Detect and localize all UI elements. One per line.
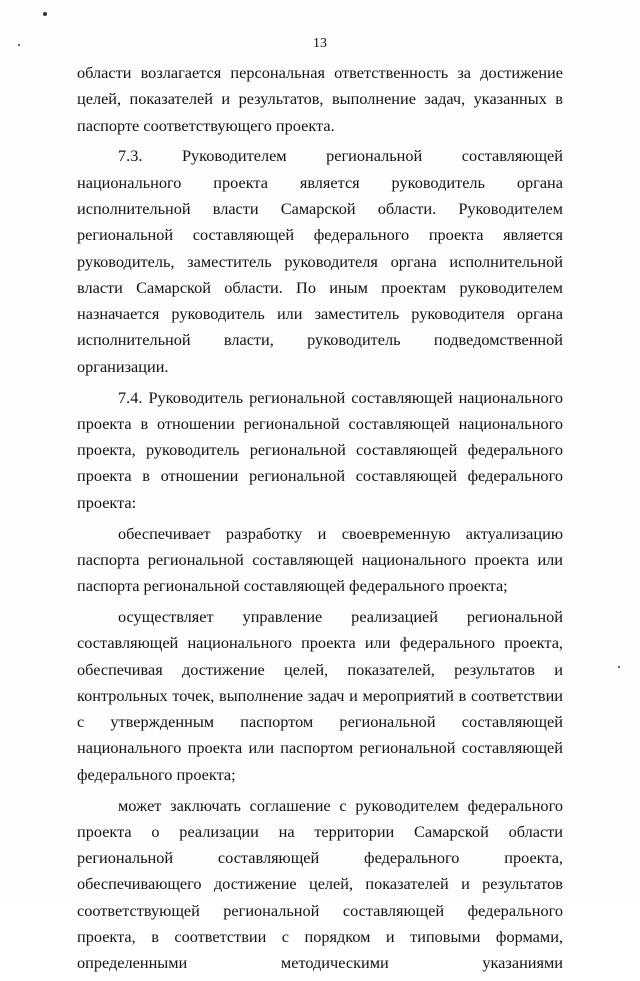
list-item-agreement: может заключать соглашение с руководителем федерального проекта о реализации на территории Самарской области региональной составляющей федерального проекта, обеспечивающего достижение целей, показателей и результатов соответствующей региональной составляющей федерального проекта, в соответствии с порядком и типовыми формами, определенными методическими указаниями	[77, 795, 563, 973]
paragraph-continuation: области возлагается персональная ответственность за достижение целей, показателей и результатов, выполнение задач, указанных в паспорте соответствующего проекта.	[77, 63, 563, 135]
list-item-management: осуществляет управление реализацией региональной составляющей национального проекта или федерального проекта, обеспечивая достижение целей, показателей, результатов и контрольных точек, выполнение задач и мероприятий в соответствии с утвержденным паспортом региональной составляющей национального проекта или паспортом региональной составляющей федерального проекта;	[77, 606, 563, 784]
list-item-passport: обеспечивает разработку и своевременную актуализацию паспорта региональной составляющей национального проекта или паспорта региональной составляющей федерального проекта;	[77, 523, 563, 596]
scan-speck	[43, 12, 47, 16]
paragraph-7-4: 7.4. Руководитель региональной составляющей национального проекта в отношении региональной составляющей национального проекта, руководитель региональной составляющей федерального проекта в отношении региональной составляющей федерального проекта:	[77, 387, 563, 512]
paragraph-7-3: 7.3. Руководителем региональной составляющей национального проекта является руководитель органа исполнительной власти Самарской области. Руководителем региональной составляющей федерального проекта является руководитель, заместитель руководителя органа исполнительной власти Самарской области. По иным проектам руководителем назначается руководитель или заместитель руководителя органа исполнительной власти, руководитель подведомственной организации.	[77, 146, 563, 376]
document-body	[77, 60, 563, 981]
page-number: 13	[313, 36, 327, 51]
scan-speck	[618, 666, 620, 668]
